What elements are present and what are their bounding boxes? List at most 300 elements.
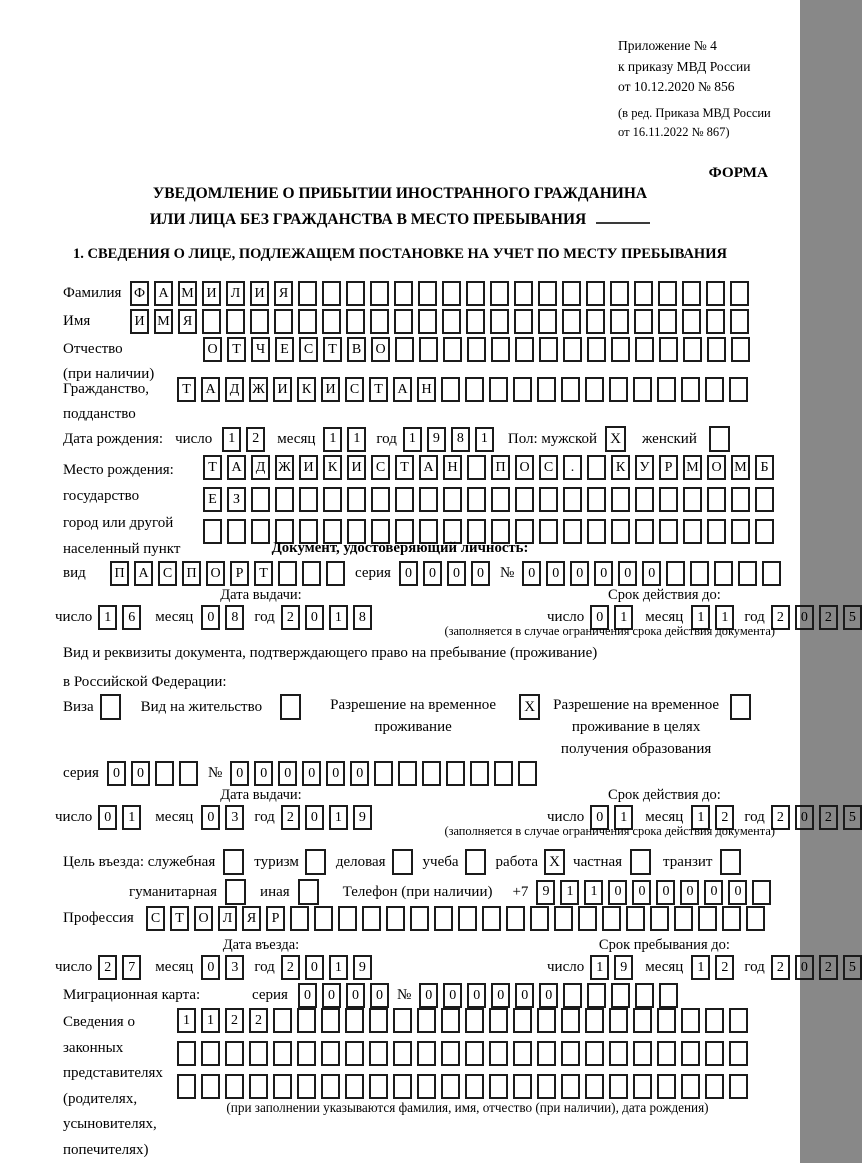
char-cell [346,309,365,334]
residence-number-cells [230,761,537,786]
char-cell [465,849,486,875]
purpose-transit-label: транзит [663,853,713,870]
char-cell: Д [225,377,244,402]
char-cell: 3 [225,955,244,980]
char-cell [314,906,333,931]
char-cell [442,281,461,306]
char-cell [489,1074,508,1099]
char-cell [585,377,604,402]
doc-expiry-day-label: число [547,609,585,625]
guardians-note: (при заполнении указываются фамилия, имя, отчество (при наличии), дата рождения) [226,1100,709,1115]
char-cell [537,1008,556,1033]
char-cell [730,281,749,306]
birth-date-row [63,426,730,452]
form-label: ФОРМА [708,163,768,181]
char-cell: П [110,561,129,586]
char-cell [609,1008,628,1033]
char-cell: 0 [370,983,389,1008]
title-blank-line [596,207,650,224]
char-cell [720,849,741,875]
char-cell: 0 [656,880,675,905]
char-cell [513,1041,532,1066]
char-cell [395,487,414,512]
purpose-business-checkbox [392,849,413,875]
char-cell: Т [227,337,246,362]
char-cell: 2 [819,605,838,630]
char-cell [698,906,717,931]
char-cell [705,1041,724,1066]
stay-month-label: месяц [645,959,684,975]
char-cell [441,377,460,402]
char-cell [302,561,321,586]
char-cell: Т [177,377,196,402]
identity-doc-heading: Документ, удостоверяющий личность: [271,540,529,556]
stay-month-cells [691,955,734,980]
char-cell [393,1008,412,1033]
doc-kind-label: вид [63,565,86,581]
sex-male-checkbox [605,426,626,452]
char-cell: 1 [560,880,579,905]
char-cell [657,1008,676,1033]
patronymic-note: (при наличии) [63,366,155,382]
char-cell [683,337,702,362]
form-title [0,181,800,233]
char-cell [650,906,669,931]
char-cell: А [134,561,153,586]
char-cell [563,983,582,1008]
residence-permit-label: Вид на жительство [140,699,263,715]
birth-place-label3: город или другой [63,514,174,531]
birth-place-label: Место рождения: [63,462,174,478]
stay-until-date [547,955,862,980]
char-cell [587,455,606,480]
residence-issue-day-label: число [55,809,93,825]
char-cell: 0 [201,805,220,830]
char-cell [297,1008,316,1033]
purpose-business-label: деловая [335,853,386,870]
phone-label: Телефон (при наличии) [342,883,493,900]
char-cell: 0 [107,761,126,786]
purpose-private-checkbox [630,849,651,875]
char-cell [633,1008,652,1033]
birth-place-cells-row2 [203,487,774,512]
migration-series-cells [298,983,389,1008]
char-cell [434,906,453,931]
char-cell: 0 [201,955,220,980]
citizenship-cells [177,377,748,402]
char-cell [422,761,441,786]
name-cells [130,309,749,334]
char-cell: С [299,337,318,362]
char-cell: 9 [353,955,372,980]
char-cell [298,281,317,306]
profession-row [63,906,765,931]
char-cell [634,281,653,306]
char-cell [278,561,297,586]
form-title-line1: УВЕДОМЛЕНИЕ О ПРИБЫТИИ ИНОСТРАННОГО ГРАЖДАНИНА [152,185,648,202]
char-cell [563,487,582,512]
surname-row [63,281,749,306]
char-cell: 2 [771,805,790,830]
char-cell [467,487,486,512]
char-cell [465,1008,484,1033]
residence-issue-year-cells [281,805,372,830]
char-cell: 1 [329,955,348,980]
residence-expiry-heading: Срок действия до: [608,787,721,803]
char-cell [345,1041,364,1066]
char-cell [730,309,749,334]
purpose-private-label: частная [573,853,623,870]
guardians-label1: Сведения о [63,1014,135,1030]
char-cell: 6 [122,605,141,630]
sex-female-label: женский [642,430,697,447]
edu-permit-checkbox [730,694,751,720]
char-cell: 5 [843,805,862,830]
phone-cells [536,880,771,905]
char-cell [602,906,621,931]
guardians-cells-row3 [177,1074,748,1099]
char-cell: 1 [122,805,141,830]
char-cell: 0 [346,983,365,1008]
char-cell: С [146,906,165,931]
char-cell: 0 [618,561,637,586]
entry-year-label: год [254,959,275,975]
char-cell [323,487,342,512]
char-cell [563,337,582,362]
appendix-line: к приказу МВД России [618,58,751,74]
char-cell: 0 [795,605,814,630]
char-cell: И [202,281,221,306]
char-cell [538,309,557,334]
char-cell [249,1074,268,1099]
char-cell [730,694,751,720]
char-cell [738,561,757,586]
char-cell [659,487,678,512]
doc-expiry-year-label: год [744,609,765,625]
char-cell: 0 [201,605,220,630]
name-label: Имя [63,313,91,329]
char-cell [326,561,345,586]
char-cell: 8 [353,605,372,630]
char-cell [491,487,510,512]
char-cell: 0 [632,880,651,905]
char-cell: 0 [594,561,613,586]
residence-issue-month-label: месяц [155,809,194,825]
char-cell [578,906,597,931]
char-cell: 2 [771,605,790,630]
char-cell: О [203,337,222,362]
char-cell: 0 [447,561,466,586]
char-cell [298,879,319,905]
guardians-label6: попечителях) [63,1141,149,1158]
char-cell: 1 [691,605,710,630]
char-cell [714,561,733,586]
char-cell [666,561,685,586]
char-cell [280,694,301,720]
profession-label: Профессия [63,910,134,926]
char-cell [611,983,630,1008]
entry-day-cells [98,955,141,980]
residence-expiry-day-label: число [547,809,585,825]
char-cell: С [539,455,558,480]
char-cell: С [158,561,177,586]
birth-place-label2: государство [63,488,140,505]
char-cell [561,377,580,402]
residence-permit-checkbox [280,694,301,720]
char-cell [370,281,389,306]
char-cell [369,1008,388,1033]
char-cell [346,281,365,306]
char-cell [299,487,318,512]
char-cell: И [347,455,366,480]
char-cell [465,377,484,402]
char-cell: 0 [704,880,723,905]
char-cell [490,309,509,334]
char-cell [626,906,645,931]
char-cell [417,1041,436,1066]
residence-doc-intro1: Вид и реквизиты документа, подтверждающего право на пребывание (проживание) [63,645,598,661]
purpose-study-checkbox [465,849,486,875]
doc-series-cells [399,561,490,586]
char-cell: Р [659,455,678,480]
char-cell: Р [230,561,249,586]
patronymic-cells [203,337,750,362]
entry-day-label: число [55,959,93,975]
char-cell [490,281,509,306]
form-title-line2: ИЛИ ЛИЦА БЕЗ ГРАЖДАНСТВА В МЕСТО ПРЕБЫВАНИЯ [149,211,587,228]
appendix-line: Приложение № 4 [618,38,717,53]
residence-series-cells [107,761,198,786]
char-cell [554,906,573,931]
char-cell [610,309,629,334]
char-cell: 2 [819,955,838,980]
doc-kind-cells [110,561,345,586]
char-cell: И [321,377,340,402]
char-cell [179,761,198,786]
char-cell [709,426,730,452]
char-cell [633,377,652,402]
char-cell: И [130,309,149,334]
char-cell [746,906,765,931]
char-cell [681,1041,700,1066]
char-cell [674,906,693,931]
char-cell: 1 [323,427,342,452]
char-cell [729,1041,748,1066]
purpose-work-label: работа [495,853,539,870]
char-cell [225,879,246,905]
char-cell: 0 [546,561,565,586]
char-cell: 9 [353,805,372,830]
char-cell: 5 [843,955,862,980]
char-cell: Т [170,906,189,931]
char-cell [585,1041,604,1066]
migration-card-row [63,983,678,1008]
char-cell [225,1041,244,1066]
char-cell: 8 [451,427,470,452]
char-cell [705,1074,724,1099]
char-cell [274,309,293,334]
char-cell [250,309,269,334]
char-cell: 2 [225,1008,244,1033]
char-cell [225,1074,244,1099]
doc-expiry-heading: Срок действия до: [608,587,721,603]
char-cell: Ж [249,377,268,402]
char-cell [465,1074,484,1099]
char-cell: З [227,487,246,512]
char-cell [417,1008,436,1033]
char-cell: 0 [298,983,317,1008]
char-cell [609,377,628,402]
char-cell: 9 [614,955,633,980]
residence-issue-heading: Дата выдачи: [220,787,302,803]
patronymic-label: Отчество [63,341,123,357]
char-cell [690,561,709,586]
residence-expiry-note: (заполняется в случае ограничения срока действия документа) [444,824,775,838]
profession-cells [146,906,765,931]
char-cell [177,1041,196,1066]
char-cell [443,487,462,512]
purpose-other-checkbox [298,879,319,905]
char-cell: Н [443,455,462,480]
purpose-row2 [63,879,771,905]
guardians-cells-row2 [177,1041,748,1066]
char-cell [562,309,581,334]
char-cell: П [491,455,510,480]
doc-issue-month-label: месяц [155,609,194,625]
guardians-label4: (родителях, [63,1090,138,1107]
char-cell [177,1074,196,1099]
stay-until-heading: Срок пребывания до: [598,937,730,953]
char-cell [273,1041,292,1066]
stay-day-cells [590,955,633,980]
appendix-line: от 10.12.2020 № 856 [618,79,735,94]
char-cell [371,487,390,512]
char-cell [100,694,121,720]
migration-card-label: Миграционная карта: [63,987,201,1003]
purpose-tourism-checkbox [305,849,326,875]
char-cell [514,281,533,306]
char-cell: 0 [539,983,558,1008]
char-cell [345,1008,364,1033]
char-cell [155,761,174,786]
birth-day-label: число [175,430,213,447]
char-cell: 9 [427,427,446,452]
char-cell: Т [254,561,273,586]
char-cell [513,1008,532,1033]
char-cell [398,761,417,786]
char-cell [470,761,489,786]
char-cell [586,309,605,334]
char-cell: 0 [399,561,418,586]
char-cell: 0 [467,983,486,1008]
doc-issue-month-cells [201,605,244,630]
char-cell [322,309,341,334]
purpose-official-checkbox [223,849,244,875]
char-cell: X [605,426,626,452]
char-cell: 0 [131,761,150,786]
char-cell [611,337,630,362]
char-cell: И [250,281,269,306]
char-cell: 9 [536,880,555,905]
char-cell: 2 [715,955,734,980]
char-cell: Т [203,455,222,480]
char-cell: 1 [691,805,710,830]
residence-expiry-month-label: месяц [645,809,684,825]
char-cell: 0 [590,805,609,830]
birth-month-cells [323,427,366,452]
residence-doc-intro2: в Российской Федерации: [63,674,227,690]
entry-year-cells [281,955,372,980]
entry-stay-dates [55,937,856,980]
appendix-amendment-line: от 16.11.2022 № 867) [618,124,730,139]
char-cell [682,309,701,334]
char-cell [609,1041,628,1066]
visa-checkbox [100,694,121,720]
appendix-block [618,36,776,183]
char-cell [514,309,533,334]
char-cell [345,1074,364,1099]
char-cell [658,309,677,334]
char-cell: 1 [329,605,348,630]
char-cell [298,309,317,334]
char-cell: А [154,281,173,306]
char-cell: X [519,694,540,720]
char-cell [443,337,462,362]
char-cell [441,1041,460,1066]
char-cell: К [297,377,316,402]
identity-doc-row [63,561,781,586]
char-cell: 2 [281,805,300,830]
char-cell: 1 [177,1008,196,1033]
sex-label: Пол: мужской [507,430,598,447]
char-cell: 1 [347,427,366,452]
phone-prefix: +7 [512,883,529,900]
char-cell: 0 [570,561,589,586]
char-cell [630,849,651,875]
char-cell [706,281,725,306]
residence-series-label: серия [63,765,99,781]
char-cell: 0 [642,561,661,586]
char-cell [290,906,309,931]
birth-day-cells [222,427,265,452]
char-cell [731,337,750,362]
char-cell [417,1074,436,1099]
char-cell: 0 [522,561,541,586]
char-cell [297,1074,316,1099]
char-cell [681,1074,700,1099]
char-cell [249,1041,268,1066]
char-cell [634,309,653,334]
char-cell [635,337,654,362]
char-cell [530,906,549,931]
char-cell: 5 [843,605,862,630]
birth-year-label: год [376,430,397,447]
char-cell [657,377,676,402]
residence-expiry-year-cells [771,805,862,830]
char-cell [537,1041,556,1066]
char-cell [392,849,413,875]
char-cell [587,487,606,512]
char-cell [562,281,581,306]
char-cell: 0 [305,605,324,630]
char-cell: О [206,561,225,586]
migration-number-cells [419,983,678,1008]
visa-label: Виза [63,699,94,715]
doc-number-sign: № [499,565,515,581]
char-cell: И [299,455,318,480]
char-cell [729,377,748,402]
char-cell [587,337,606,362]
